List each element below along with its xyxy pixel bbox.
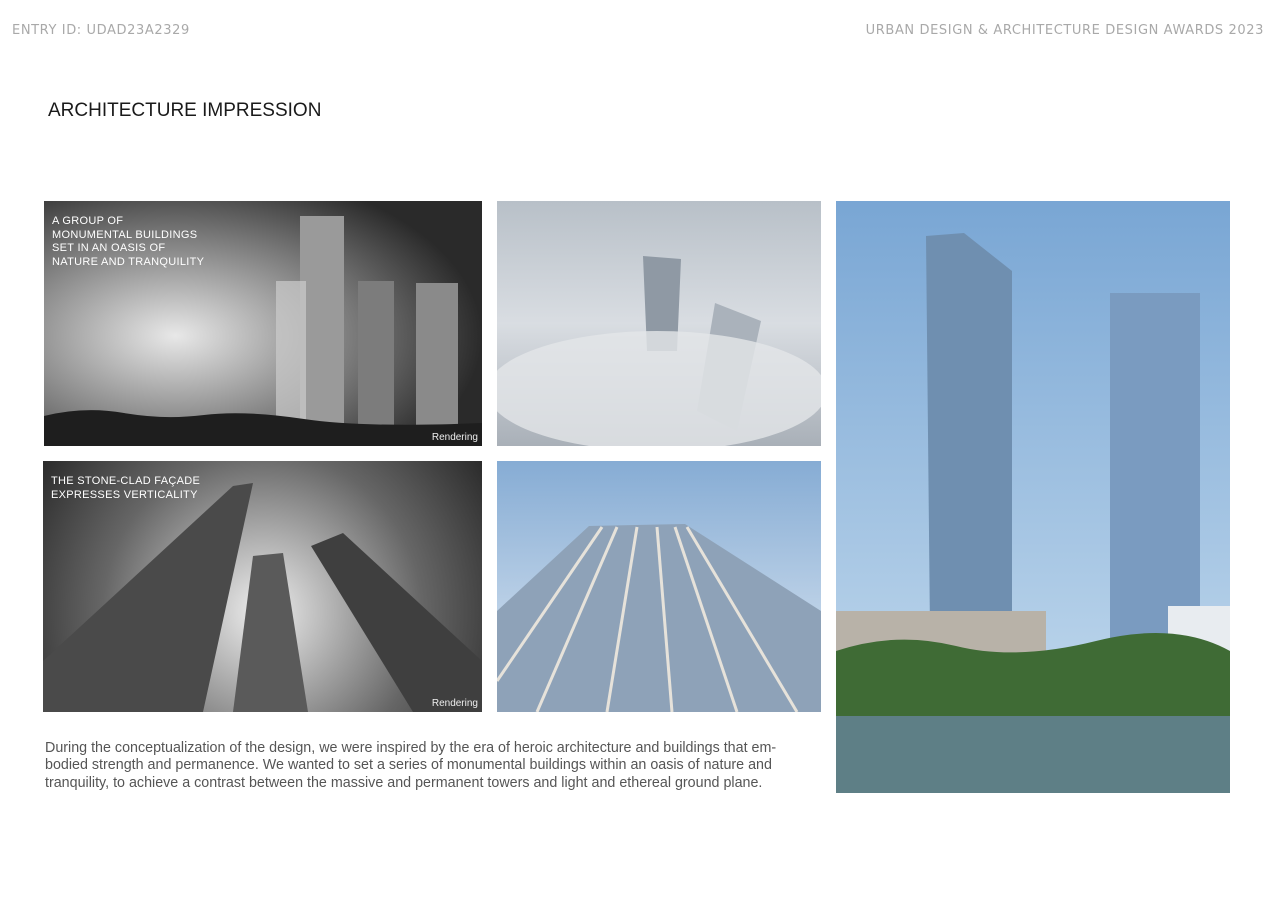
rendering-upward-view — [43, 461, 482, 712]
rendering-towers-sky — [44, 201, 482, 446]
photo-towers-lake — [836, 201, 1230, 793]
project-description: During the conceptualization of the design, we were inspired by the era of heroic architecture and buildings that em-bodied strength and permanence. We wanted to set a series of monumental buildings within an oasis of nature and tranquility, to achieve a contrast between the massive and permanent towers and light and ethereal ground plane. — [45, 740, 777, 791]
page-title: ARCHITECTURE IMPRESSION — [48, 100, 322, 121]
entry-id: ENTRY ID: UDAD23A2329 — [12, 23, 190, 38]
rendering-label: Rendering — [431, 432, 478, 443]
image-caption: THE STONE-CLAD FAÇADE EXPRESSES VERTICALITY — [51, 475, 201, 501]
award-title: URBAN DESIGN & ARCHITECTURE DESIGN AWARDS 2023 — [865, 23, 1264, 38]
photo-towers-clouds — [497, 201, 821, 446]
rendering-label: Rendering — [431, 698, 478, 709]
image-caption: A GROUP OF MONUMENTAL BUILDINGS SET IN AN OASIS OF NATURE AND TRANQUILITY — [52, 215, 205, 268]
photo-facade-upward — [497, 461, 821, 712]
